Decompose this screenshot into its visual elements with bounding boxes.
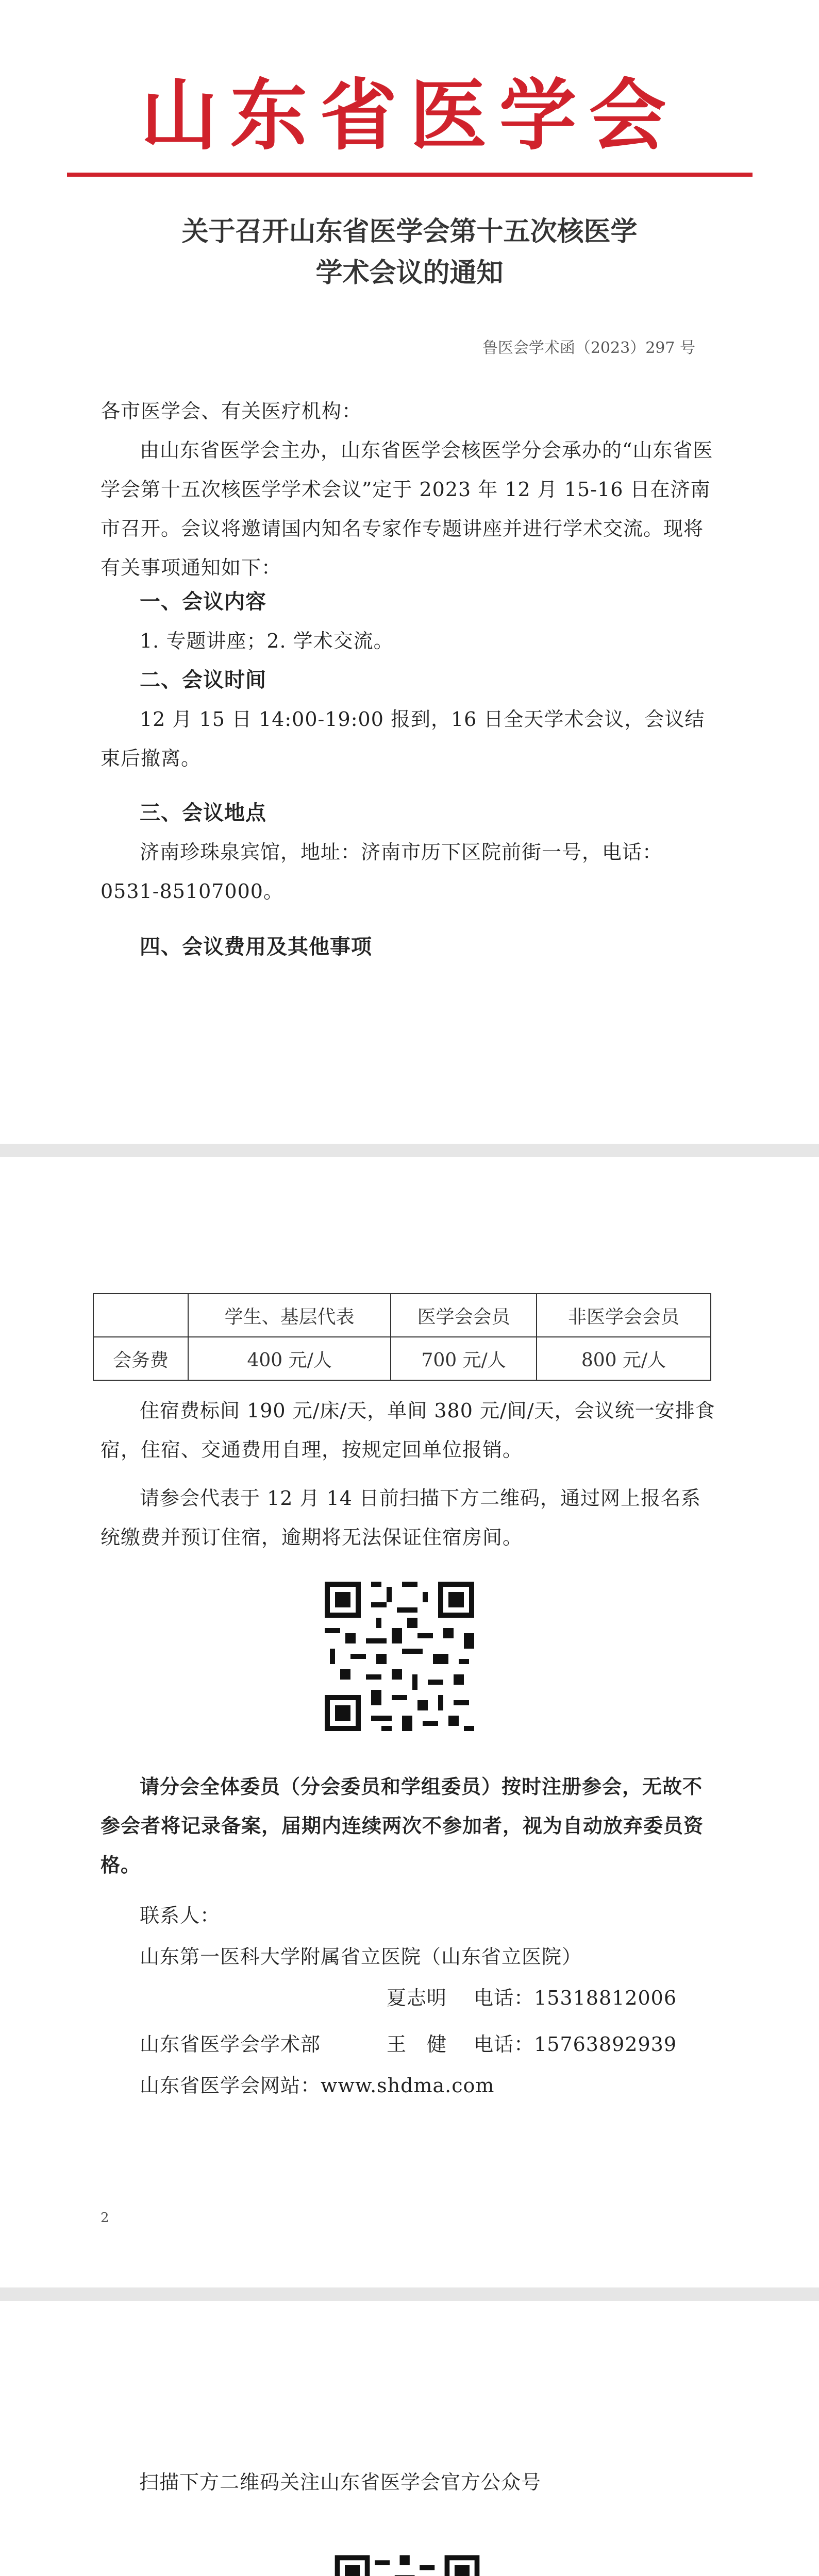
qr-code-icon [330, 2550, 484, 2576]
section-1-heading: 一、会议内容 [140, 590, 266, 614]
contact-hospital: 山东第一医科大学附属省立医院（山东省立医院） [140, 1945, 582, 1968]
contact-2: 王 健 电话：15763892939 [387, 2033, 677, 2056]
org-header-title: 山东省医学会 [140, 71, 679, 161]
intro-paragraph: 由山东省医学会主办，山东省医学会核医学分会承办的“山东省医学会第十五次核医学学术会议”定于 2023 年 12 月 15-16 日在济南市召开。会议将邀请国内知名专家作专题讲座并进行学术交流。现将有关事项通知如下： [101, 439, 713, 579]
registration-qr-code[interactable] [320, 1577, 479, 1736]
notice-title-line-2: 学术会议的通知 [315, 258, 504, 289]
fee-table [93, 1293, 711, 1381]
section-2-heading: 二、会议时间 [140, 668, 266, 692]
salutation: 各市医学会、有关医疗机构： [101, 400, 362, 422]
table-row-label: 会务费 [93, 1337, 188, 1380]
section-2-body: 12 月 15 日 14:00-19:00 报到，16 日全天学术会议，会议结束后撤离。 [101, 708, 705, 770]
page-number-2: 2 [101, 2210, 109, 2226]
table-cell: 400 元/人 [188, 1337, 391, 1380]
section-1-body: 1. 专题讲座；2. 学术交流。 [140, 630, 394, 652]
table-header-cell [93, 1294, 188, 1337]
contact-label: 联系人： [140, 1904, 221, 1927]
lodging-paragraph: 住宿费标间 190 元/床/天，单间 380 元/间/天，会议统一安排食宿，住宿、交通费用自理，按规定回单位报销。 [101, 1399, 715, 1461]
table-cell: 700 元/人 [391, 1337, 537, 1380]
qr-code-icon [320, 1577, 479, 1736]
wechat-qr-code[interactable] [330, 2550, 484, 2576]
section-3-body: 济南珍珠泉宾馆，地址：济南市历下区院前街一号，电话：0531-85107000。 [101, 841, 663, 903]
contact-dept: 山东省医学会学术部 [140, 2033, 321, 2056]
notice-title-line-1: 关于召开山东省医学会第十五次核医学 [181, 216, 638, 247]
website: 山东省医学会网站：www.shdma.com [140, 2074, 495, 2097]
header-red-rule [67, 173, 753, 177]
table-cell: 800 元/人 [537, 1337, 711, 1380]
table-row [93, 1294, 711, 1337]
page-divider-1 [0, 1144, 819, 1157]
table-header-cell: 非医学会会员 [537, 1294, 711, 1337]
follow-instructions: 扫描下方二维码关注山东省医学会官方公众号 [139, 2471, 542, 2494]
committee-notice: 请分会全体委员（分会委员和学组委员）按时注册参会，无故不参会者将记录备案，届期内连续两次不参加者，视为自动放弃委员资格。 [101, 1775, 704, 1876]
contact-1: 夏志明 电话：15318812006 [387, 1987, 677, 2009]
section-3-heading: 三、会议地点 [140, 801, 266, 825]
document-number: 鲁医会学术函（2023）297 号 [482, 339, 695, 357]
page-divider-2 [0, 2287, 819, 2301]
table-header-cell: 学生、基层代表 [188, 1294, 391, 1337]
table-header-cell: 医学会会员 [391, 1294, 537, 1337]
registration-paragraph: 请参会代表于 12 月 14 日前扫描下方二维码，通过网上报名系统缴费并预订住宿，逾期将无法保证住宿房间。 [101, 1487, 701, 1549]
table-row [93, 1337, 711, 1380]
section-4-heading: 四、会议费用及其他事项 [140, 935, 372, 959]
